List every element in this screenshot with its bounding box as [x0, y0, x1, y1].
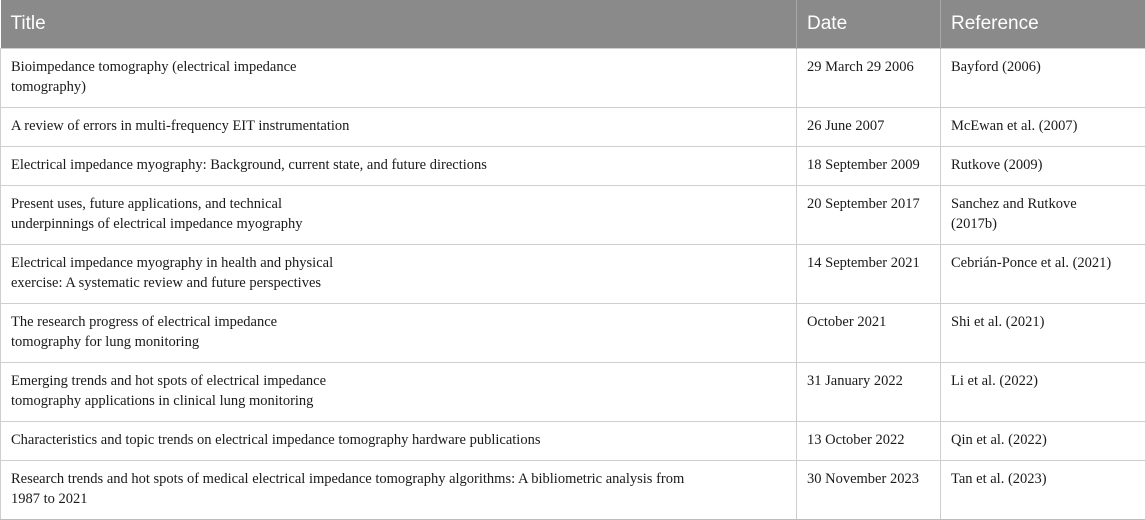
cell-title: [1, 460, 797, 519]
reference-line: Li et al. (2022): [951, 371, 1135, 391]
title-line: Bioimpedance tomography (electrical impedance: [11, 57, 786, 77]
reference-line: Tan et al. (2023): [951, 469, 1135, 489]
table-body: [1, 48, 1145, 519]
title-line: Electrical impedance myography in health and physical: [11, 253, 786, 273]
title-line: tomography for lung monitoring: [11, 332, 786, 352]
title-line: Electrical impedance myography: Background, current state, and future directions: [11, 155, 786, 175]
reference-line: Bayford (2006): [951, 57, 1135, 77]
table-row: [1, 107, 1145, 146]
cell-date: 30 November 2023: [797, 460, 941, 519]
header-title: Title: [1, 0, 797, 48]
title-line: A review of errors in multi-frequency EIT instrumentation: [11, 116, 786, 136]
reference-line: McEwan et al. (2007): [951, 116, 1135, 136]
title-line: Research trends and hot spots of medical electrical impedance tomography algorithms: A bibliometric analysis from: [11, 469, 786, 489]
title-line: Characteristics and topic trends on electrical impedance tomography hardware publications: [11, 430, 786, 450]
table-row: [1, 362, 1145, 421]
reference-line: Qin et al. (2022): [951, 430, 1135, 450]
reference-line: Shi et al. (2021): [951, 312, 1135, 332]
cell-date: October 2021: [797, 303, 941, 362]
title-line: tomography applications in clinical lung monitoring: [11, 391, 786, 411]
cell-date: 29 March 29 2006: [797, 48, 941, 107]
title-line: tomography): [11, 77, 786, 97]
title-line: Present uses, future applications, and technical: [11, 194, 786, 214]
cell-reference: [941, 185, 1145, 244]
table-row: [1, 303, 1145, 362]
reference-line: Rutkove (2009): [951, 155, 1135, 175]
header-reference: Reference: [941, 0, 1145, 48]
cell-reference: [941, 362, 1145, 421]
cell-reference: [941, 146, 1145, 185]
cell-date: 14 September 2021: [797, 244, 941, 303]
cell-date: 13 October 2022: [797, 421, 941, 460]
header-row: [1, 0, 1145, 48]
cell-title: [1, 107, 797, 146]
cell-title: [1, 146, 797, 185]
title-line: The research progress of electrical impedance: [11, 312, 786, 332]
cell-title: [1, 421, 797, 460]
cell-reference: [941, 244, 1145, 303]
cell-reference: [941, 460, 1145, 519]
table-row: [1, 146, 1145, 185]
table-header: [1, 0, 1145, 48]
table-row: [1, 460, 1145, 519]
cell-reference: [941, 107, 1145, 146]
cell-title: [1, 244, 797, 303]
cell-title: [1, 362, 797, 421]
header-date: Date: [797, 0, 941, 48]
title-line: exercise: A systematic review and future perspectives: [11, 273, 786, 293]
cell-title: [1, 185, 797, 244]
cell-reference: [941, 48, 1145, 107]
cell-date: 26 June 2007: [797, 107, 941, 146]
table-row: [1, 185, 1145, 244]
cell-title: [1, 48, 797, 107]
cell-reference: [941, 303, 1145, 362]
table-row: [1, 48, 1145, 107]
title-line: Emerging trends and hot spots of electrical impedance: [11, 371, 786, 391]
table-row: [1, 244, 1145, 303]
cell-date: 18 September 2009: [797, 146, 941, 185]
reference-line: Sanchez and Rutkove: [951, 194, 1135, 214]
title-line: underpinnings of electrical impedance myography: [11, 214, 786, 234]
cell-reference: [941, 421, 1145, 460]
reference-line: (2017b): [951, 214, 1135, 234]
cell-date: 31 January 2022: [797, 362, 941, 421]
cell-title: [1, 303, 797, 362]
title-line: 1987 to 2021: [11, 489, 786, 509]
reference-line: Cebrián-Ponce et al. (2021): [951, 253, 1135, 273]
cell-date: 20 September 2017: [797, 185, 941, 244]
table-row: [1, 421, 1145, 460]
